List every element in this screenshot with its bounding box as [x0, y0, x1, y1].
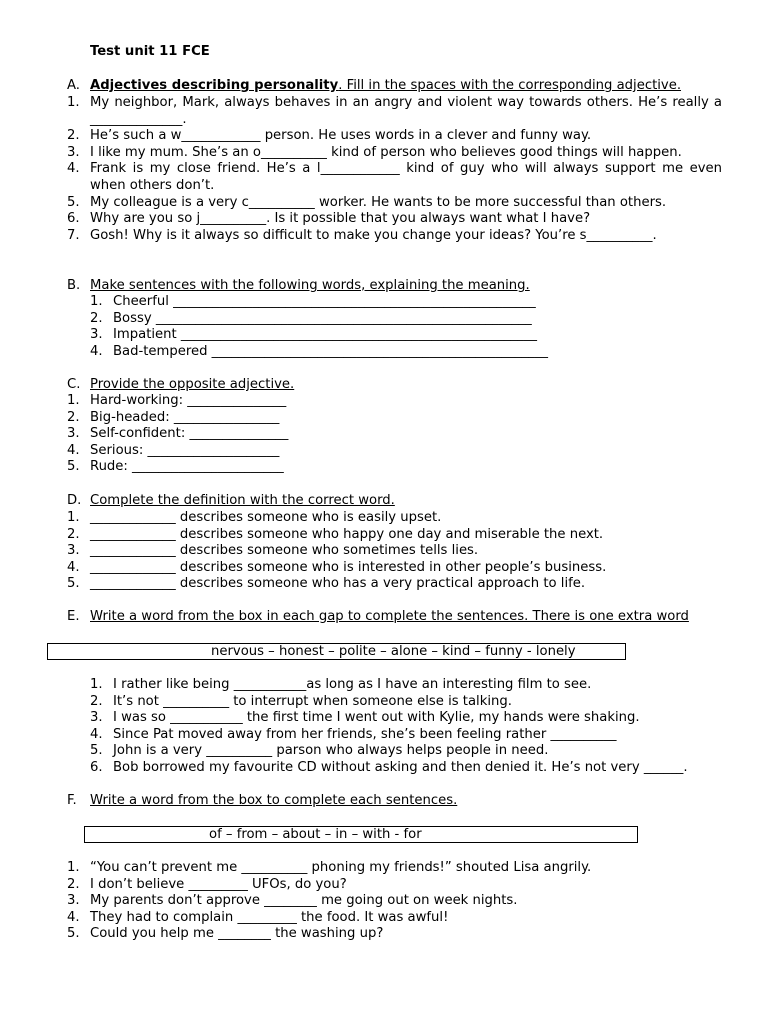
- section-a-title: Adjectives describing personality: [90, 78, 339, 93]
- section-a-item-number: 7.: [67, 227, 80, 243]
- section-f-item-text: They had to complain _________ the food. It was awful!: [90, 909, 449, 925]
- section-f-instruction: Write a word from the box to complete each sentences.: [90, 793, 458, 808]
- section-f-item: [67, 910, 722, 927]
- section-c-item: [67, 459, 467, 476]
- section-f-item-number: 4.: [67, 909, 80, 925]
- section-a-item-text: My neighbor, Mark, always behaves in an angry and violent way towards others. He’s really a ______________.: [90, 95, 722, 127]
- section-f-item-number: 1.: [67, 860, 80, 875]
- section-b-letter: B.: [67, 278, 81, 293]
- section-c-instruction: Provide the opposite adjective.: [90, 377, 295, 392]
- section-f-item-number: 5.: [67, 926, 80, 942]
- section-e-letter: E.: [67, 609, 80, 624]
- section-e-item: [90, 727, 730, 744]
- section-a-item-number: 4.: [67, 161, 80, 177]
- section-e-list: [90, 677, 730, 777]
- section-a-instruction: . Fill in the spaces with the corresponding adjective.: [338, 78, 682, 93]
- section-d-item-text: _____________ describes someone who has a very practical approach to life.: [90, 576, 586, 592]
- section-e-item: [90, 710, 730, 727]
- section-f-item: [67, 893, 722, 910]
- section-d-item-text: _____________ describes someone who happy one day and miserable the next.: [90, 526, 604, 542]
- section-f-item: [67, 860, 722, 877]
- section-d-item: [67, 576, 722, 593]
- section-e-item-text: Since Pat moved away from her friends, she’s been feeling rather __________: [113, 726, 617, 742]
- section-a-item: [67, 228, 722, 245]
- section-a-item: [67, 95, 722, 128]
- section-d-item: [67, 527, 722, 544]
- section-c-item-number: 4.: [67, 442, 80, 458]
- section-a-list: [67, 95, 722, 244]
- section-b-item-number: 4.: [90, 343, 103, 359]
- section-d-item-text: _____________ describes someone who is interested in other people’s business.: [90, 559, 607, 575]
- page-title: Test unit 11 FCE: [90, 44, 210, 59]
- section-b-item-number: 3.: [90, 327, 103, 343]
- section-f-word-box-text: of – from – about – in – with - for: [209, 827, 422, 842]
- section-f-item-text: I don’t believe _________ UFOs, do you?: [90, 876, 347, 892]
- section-d-list: [67, 510, 722, 593]
- section-b-item: [90, 294, 650, 311]
- section-f-item-text: “You can’t prevent me __________ phoning my friends!” shouted Lisa angrily.: [90, 860, 592, 875]
- section-e-item: [90, 694, 730, 711]
- section-e-item: [90, 760, 730, 777]
- section-d-item-number: 1.: [67, 510, 80, 525]
- section-c-item-text: Rude: _______________________: [90, 459, 284, 475]
- section-b-item-text: Bad-tempered ___________________________________________________: [113, 343, 548, 359]
- section-e-item-text: John is a very __________ parson who always helps people in need.: [113, 743, 549, 759]
- section-c-item-number: 1.: [67, 393, 80, 408]
- section-a-item-text: Gosh! Why is it always so difficult to make you change your ideas? You’re s__________.: [90, 227, 657, 243]
- section-a-item: [67, 161, 722, 194]
- section-d-instruction: Complete the definition with the correct word.: [90, 493, 395, 508]
- section-a-item-text: Frank is my close friend. He’s a l____________ kind of guy who will always support me even when others don’t.: [90, 161, 722, 193]
- section-c-item: [67, 393, 467, 410]
- section-f-letter: F.: [67, 793, 77, 808]
- section-a-item-number: 2.: [67, 128, 80, 144]
- section-a-item: [67, 128, 722, 145]
- section-d-letter: D.: [67, 493, 82, 508]
- section-d-item-text: _____________ describes someone who sometimes tells lies.: [90, 543, 479, 559]
- section-a-item-number: 5.: [67, 194, 80, 210]
- section-b-item-number: 2.: [90, 310, 103, 326]
- section-e-instruction: Write a word from the box in each gap to complete the sentences. There is one extra word: [90, 609, 689, 624]
- section-a-item: [67, 195, 722, 212]
- section-c-item-text: Hard-working: _______________: [90, 393, 287, 408]
- section-c-item-text: Self-confident: _______________: [90, 426, 289, 442]
- section-c-item-text: Serious: ____________________: [90, 442, 280, 458]
- section-e-item: [90, 677, 730, 694]
- section-e-item-text: It’s not __________ to interrupt when someone else is talking.: [113, 693, 512, 709]
- section-c-item: [67, 443, 467, 460]
- section-d-item-number: 2.: [67, 526, 80, 542]
- section-e-item-text: Bob borrowed my favourite CD without asking and then denied it. He’s not very ______.: [113, 759, 688, 775]
- section-e-item-number: 1.: [90, 677, 103, 692]
- section-f-item-number: 3.: [67, 893, 80, 909]
- section-b-list: [90, 294, 650, 360]
- section-d-item: [67, 560, 722, 577]
- section-f-item-text: My parents don’t approve ________ me going out on week nights.: [90, 893, 518, 909]
- section-e-word-box-text: nervous – honest – polite – alone – kind – funny - lonely: [211, 644, 576, 659]
- section-a-item-number: 6.: [67, 211, 80, 227]
- section-e-item-number: 4.: [90, 726, 103, 742]
- section-f-word-box: [84, 826, 638, 843]
- section-a-item-text: My colleague is a very c__________ worker. He wants to be more successful than others.: [90, 194, 667, 210]
- section-a-item-number: 3.: [67, 144, 80, 160]
- section-f-list: [67, 860, 722, 943]
- section-c-item-number: 2.: [67, 409, 80, 425]
- section-d-item: [67, 543, 722, 560]
- section-e-item-number: 5.: [90, 743, 103, 759]
- section-a-item: [67, 211, 722, 228]
- section-c-item-number: 5.: [67, 459, 80, 475]
- section-b-item-text: Cheerful _______________________________________________________: [113, 294, 536, 309]
- section-f-item: [67, 877, 722, 894]
- section-b-item: [90, 344, 650, 361]
- section-c-letter: C.: [67, 377, 81, 392]
- section-e-word-box: [47, 643, 626, 660]
- section-d-item-number: 4.: [67, 559, 80, 575]
- section-e-item: [90, 743, 730, 760]
- section-c-item-text: Big-headed: ________________: [90, 409, 280, 425]
- section-a-item: [67, 145, 722, 162]
- section-a-letter: A.: [67, 78, 80, 93]
- section-f-item-number: 2.: [67, 876, 80, 892]
- section-d-item-number: 3.: [67, 543, 80, 559]
- section-a-item-text: He’s such a w____________ person. He uses words in a clever and funny way.: [90, 128, 592, 144]
- section-d-item-text: _____________ describes someone who is easily upset.: [90, 510, 442, 525]
- section-e-item-number: 3.: [90, 710, 103, 726]
- section-c-item: [67, 426, 467, 443]
- section-b-item-number: 1.: [90, 294, 103, 309]
- section-a-item-text: I like my mum. She’s an o__________ kind of person who believes good things will happen.: [90, 144, 682, 160]
- section-c-item: [67, 410, 467, 427]
- section-c-list: [67, 393, 467, 476]
- section-b-item: [90, 327, 650, 344]
- section-d-item-number: 5.: [67, 576, 80, 592]
- section-a-item-number: 1.: [67, 95, 80, 110]
- section-e-item-number: 2.: [90, 693, 103, 709]
- section-e-item-text: I was so ___________ the first time I went out with Kylie, my hands were shaking.: [113, 710, 640, 726]
- section-c-item-number: 3.: [67, 426, 80, 442]
- section-e-item-number: 6.: [90, 759, 103, 775]
- section-b-item-text: Bossy _________________________________________________________: [113, 310, 532, 326]
- section-e-item-text: I rather like being ___________as long as I have an interesting film to see.: [113, 677, 592, 692]
- section-d-item: [67, 510, 722, 527]
- section-f-item-text: Could you help me ________ the washing up?: [90, 926, 384, 942]
- section-a-item-text: Why are you so j__________. Is it possible that you always want what I have?: [90, 211, 591, 227]
- section-b-instruction: Make sentences with the following words, explaining the meaning.: [90, 278, 530, 293]
- section-f-item: [67, 926, 722, 943]
- section-b-item-text: Impatient ______________________________________________________: [113, 327, 537, 343]
- section-b-item: [90, 311, 650, 328]
